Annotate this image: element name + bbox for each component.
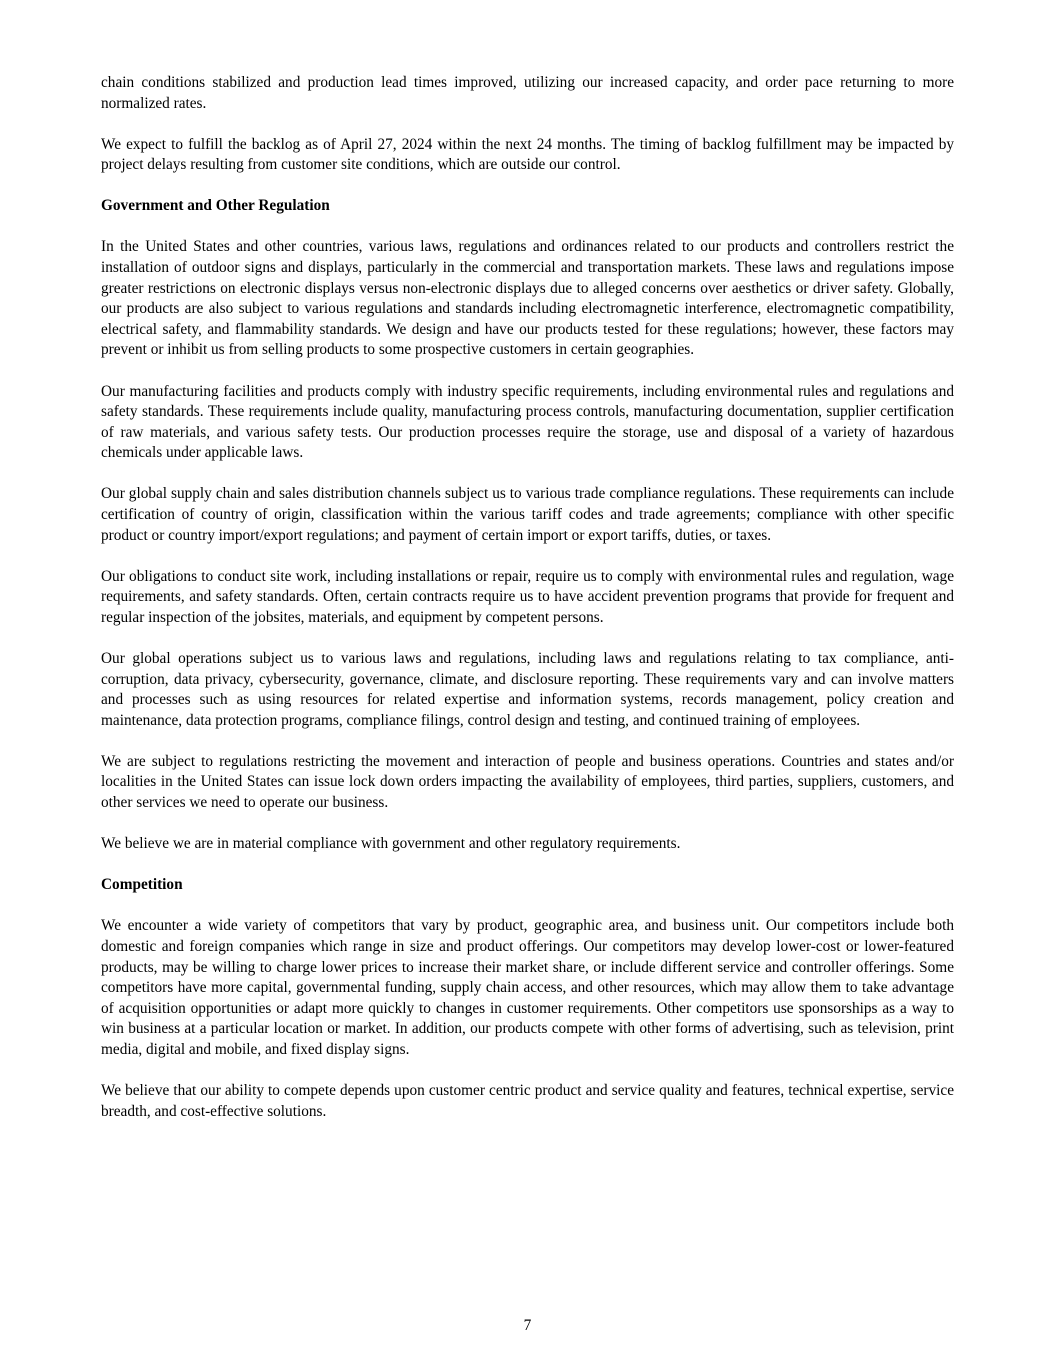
paragraph-regulation-compliance: We believe we are in material compliance with government and other regulatory requirements. (101, 835, 681, 853)
paragraph-regulation-signs: In the United States and other countries, various laws, regulations and ordinances related to our products and controllers restrict the installation of outdoor signs and displays, particularly in the commercial and transportation markets. These laws and regulations impose greater restrictions on electronic displays versus non-electronic displays due to alleged concerns over aesthetics or driver safety. Globally, our products are also subject to various regulations and standards including electromagnetic interference, electromagnetic compatibility, electrical safety, and flammability standards. We design and have our products tested for these regulations; however, these factors may prevent or inhibit us from selling products to some prospective customers in certain geographies. (101, 238, 954, 359)
paragraph-backlog-conditions: chain conditions stabilized and production lead times improved, utilizing our increased capacity, and order pace returning to more normalized rates. (101, 74, 954, 112)
paragraph-regulation-movement: We are subject to regulations restricting the movement and interaction of people and business operations. Countries and states and/or localities in the United States can issue lock down orders impacting the availability of employees, third parties, suppliers, customers, and other services we need to operate our business. (101, 752, 954, 812)
paragraph-regulation-global-operations: Our global operations subject us to various laws and regulations, including laws and regulations relating to tax compliance, anti-corruption, data privacy, cybersecurity, governance, climate, and disclosure reporting. These requirements vary and can involve matters and processes such as using resources for related expertise and information systems, records management, policy creation and maintenance, data protection programs, compliance filings, control design and testing, and continued training of employees. (101, 649, 954, 729)
heading-competition: Competition (101, 876, 183, 894)
paragraph-competition-ability: We believe that our ability to compete depends upon customer centric product and service quality and features, technical expertise, service breadth, and cost-effective solutions. (101, 1081, 954, 1120)
heading-government-regulation: Government and Other Regulation (101, 197, 330, 215)
paragraph-regulation-trade: Our global supply chain and sales distribution channels subject us to various trade compliance regulations. These requirements can include certification of country of origin, classification within the various tariff codes and trade agreements; compliance with other specific product or country import/export regulations; and payment of certain import or export tariffs, duties, or taxes. (101, 485, 954, 544)
page-number: 7 (523, 1317, 532, 1334)
paragraph-competition-competitors: We encounter a wide variety of competitors that vary by product, geographic area, and business unit. Our competitors include both domestic and foreign companies which range in size and product offerings. Our competitors may develop lower-cost or lower-featured products, may be willing to charge lower prices to increase their market share, or include different service and controller offerings. Some competitors have more capital, governmental funding, supply chain access, and other resources, which may allow them to take advantage of acquisition opportunities or adapt more quickly to changes in customer requirements. Other competitors use sponsorships as a way to win business at a particular location or market. In addition, our products compete with other forms of advertising, such as television, print media, digital and mobile, and fixed display signs. (101, 917, 954, 1058)
document-page (101, 73, 954, 1143)
paragraph-backlog-fulfillment: We expect to fulfill the backlog as of April 27, 2024 within the next 24 months. The timing of backlog fulfillment may be impacted by project delays resulting from customer site conditions, which are outside our control. (101, 135, 954, 174)
paragraph-regulation-manufacturing: Our manufacturing facilities and products comply with industry specific requirements, including environmental rules and regulations and safety standards. These requirements include quality, manufacturing process controls, manufacturing documentation, supplier certification of raw materials, and various safety tests. Our production processes require the storage, use and disposal of a variety of hazardous chemicals under applicable laws. (101, 382, 954, 462)
paragraph-regulation-site-work: Our obligations to conduct site work, including installations or repair, require us to comply with environmental rules and regulation, wage requirements, and safety standards. Often, certain contracts require us to have accident prevention programs that provide for frequent and regular inspection of the jobsites, materials, and equipment by competent persons. (101, 567, 954, 626)
